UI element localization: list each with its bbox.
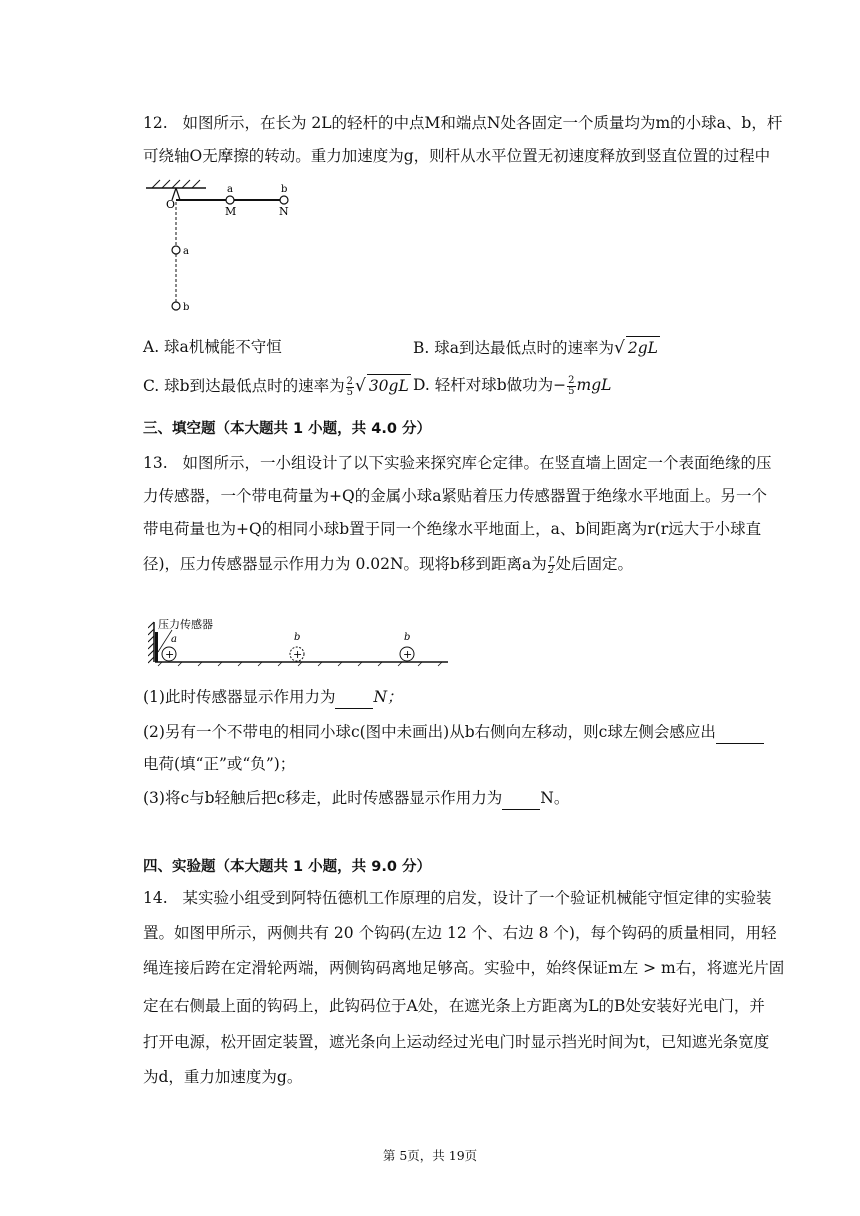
label-b-bottom: b [183,302,190,313]
q14-line-4: 定在右侧最上面的钩码上，此钩码位于A处，在遮光条上方距离为L的B处安装好光电门，并 [143,997,765,1015]
label-a-top: a [227,184,233,195]
section-3-heading: 三、填空题（本大题共 1 小题，共 4.0 分） [143,421,431,437]
label-a-bottom: a [183,246,189,257]
ball-b-label: b [404,632,411,643]
ball-b-plus: + [403,648,413,661]
q13-line-1: 13. 如图所示，一小组设计了以下实验来探究库仑定律。在竖直墙上固定一个表面绝缘的压 [143,454,772,472]
q13-blank-2[interactable] [716,721,764,744]
ball-b-dashed-plus: + [293,648,303,661]
ball-a-plus: + [165,648,175,661]
label-O: O [166,198,176,211]
q14-line-1: 14. 某实验小组受到阿特伍德机工作原理的启发，设计了一个验证机械能守恒定律的实验装 [143,889,772,907]
ball-b-dashed-label: b [294,632,301,643]
q13-line-4: 径)，压力传感器显示作用力为 0.02N。现将b移到距离a为 $\frac{r}{2}$ 处后固定。 [143,553,634,576]
q13-sub-3: (3)将c与b轻触后把c移走，此时传感器显示作用力为 N。 [143,787,569,810]
q14-line-3: 绳连接后跨在定滑轮两端，两侧钩码离地足够高。实验中，始终保证m左 > m右，将遮光片固 [143,959,785,977]
q13-line-2: 力传感器，一个带电荷量为+Q的金属小球a紧贴着压力传感器置于绝缘水平地面上。另一个 [143,487,767,505]
q13-coulomb-figure [148,618,458,668]
q14-line-5: 打开电源，松开固定装置，遮光条向上运动经过光电门时显示挡光时间为t，已知遮光条宽度 [143,1033,770,1051]
q12-line-2: 可绕轴O无摩擦的转动。重力加速度为g，则杆从水平位置无初速度释放到竖直位置的过程中 [143,147,771,165]
q12-line-1: 12. 如图所示，在长为 2L的轻杆的中点M和端点N处各固定一个质量均为m的小球a、b，杆 [143,114,783,132]
sensor-label: 压力传感器 [158,618,213,631]
q12-option-b: B. 球a到达最低点时的速率为√ 2gL [413,338,658,358]
page-footer: 第 5页，共 19页 [382,1148,478,1163]
q13-sub-2: (2)另有一个不带电的相同小球c(图中未画出)从b右侧向左移动，则c球左侧会感应出 [143,721,764,744]
q12-option-d: D. 轻杆对球b做功为− $\frac{2}{5}$ mgL [413,374,612,397]
label-M: M [225,205,237,218]
q12-rod-figure [144,178,314,318]
label-b-top: b [281,184,288,195]
q13-sub-2-line-2: 电荷(填“正”或“负”)； [143,755,296,773]
q13-sub-1: (1)此时传感器显示作用力为 N； [143,686,403,709]
label-N: N [279,205,289,218]
q13-blank-3[interactable] [502,787,540,810]
q14-line-2: 置。如图甲所示，两侧共有 20 个钩码(左边 12 个、右边 8 个)，每个钩码的质量相同，用轻 [143,924,777,942]
q13-blank-1[interactable] [335,686,373,709]
q12-option-c: C. 球b到达最低点时的速率为 $\frac{2}{5}$ √ 30gL [143,375,409,398]
q13-line-3: 带电荷量也为+Q的相同小球b置于同一个绝缘水平地面上，a、b间距离为r(r远大于小球直 [143,520,762,538]
section-4-heading: 四、实验题（本大题共 1 小题，共 9.0 分） [143,859,431,875]
q14-line-6: 为d，重力加速度为g。 [143,1068,303,1086]
ball-a-label: a [171,634,177,645]
q12-option-a: A. 球a机械能不守恒 [143,338,282,356]
